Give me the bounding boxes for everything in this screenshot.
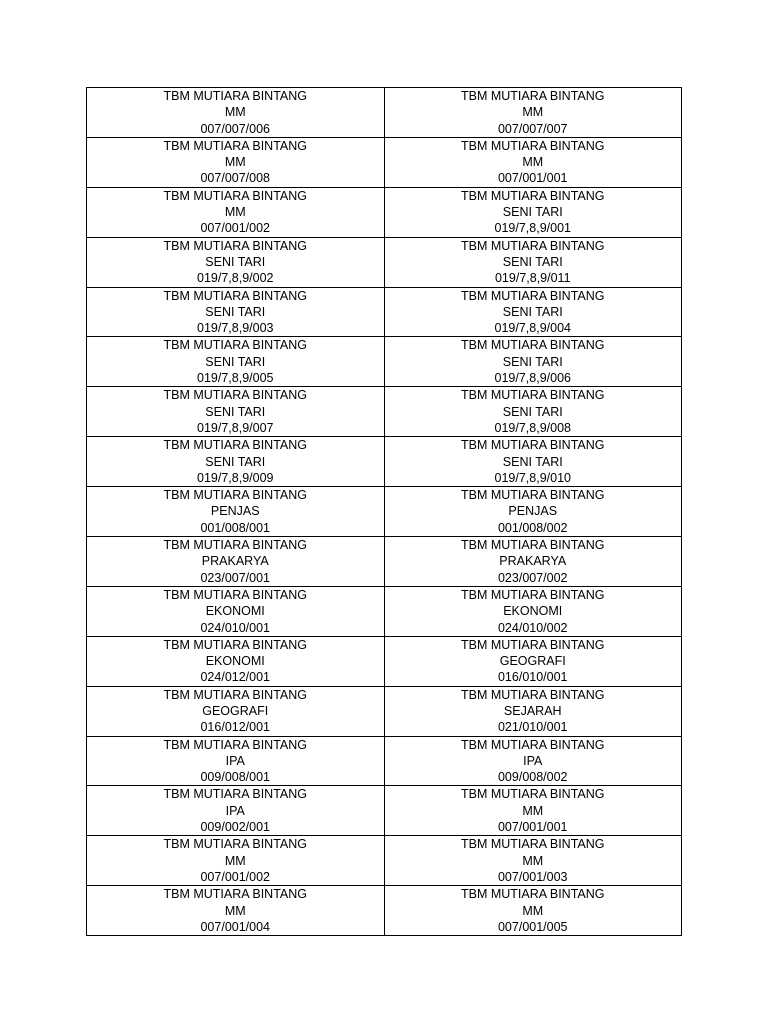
library-name: TBM MUTIARA BINTANG [163, 837, 308, 852]
call-number: 001/008/001 [200, 520, 270, 535]
book-label-cell [384, 686, 682, 736]
call-number: 009/008/001 [200, 770, 270, 785]
call-number: 007/001/001 [497, 820, 568, 835]
book-label-cell [87, 337, 385, 387]
call-number: 016/010/001 [497, 670, 568, 685]
library-name: TBM MUTIARA BINTANG [163, 637, 308, 652]
book-label-cell [384, 337, 682, 387]
library-name: TBM MUTIARA BINTANG [460, 188, 605, 203]
book-label-cell [87, 636, 385, 686]
library-name: TBM MUTIARA BINTANG [163, 188, 308, 203]
label-row [87, 437, 682, 487]
subject-name: SENI TARI [502, 254, 563, 269]
library-name: TBM MUTIARA BINTANG [460, 89, 605, 103]
subject-name: SENI TARI [502, 304, 563, 319]
subject-name: SENI TARI [205, 304, 266, 319]
book-label-cell [87, 786, 385, 836]
label-row [87, 287, 682, 337]
subject-name: MM [522, 105, 544, 120]
call-number: 019/7,8,9/002 [197, 271, 274, 286]
book-label-cell [384, 287, 682, 337]
call-number: 019/7,8,9/006 [494, 371, 571, 386]
call-number: 021/010/001 [497, 720, 568, 735]
library-name: TBM MUTIARA BINTANG [163, 587, 308, 602]
label-row [87, 387, 682, 437]
call-number: 019/7,8,9/003 [197, 321, 274, 336]
library-name: TBM MUTIARA BINTANG [163, 787, 308, 802]
library-name: TBM MUTIARA BINTANG [460, 687, 605, 702]
book-label-table [86, 87, 682, 936]
call-number: 007/001/001 [497, 171, 568, 186]
library-name: TBM MUTIARA BINTANG [163, 737, 308, 752]
book-label-cell [384, 586, 682, 636]
book-label-cell [87, 88, 385, 138]
library-name: TBM MUTIARA BINTANG [460, 388, 605, 403]
book-label-cell [87, 187, 385, 237]
book-label-cell [384, 137, 682, 187]
label-row [87, 886, 682, 936]
book-label-cell [384, 886, 682, 936]
label-row [87, 487, 682, 537]
subject-name: MM [224, 155, 246, 170]
subject-name: MM [224, 903, 246, 918]
library-name: TBM MUTIARA BINTANG [460, 238, 605, 253]
subject-name: SENI TARI [502, 354, 563, 369]
call-number: 019/7,8,9/008 [494, 420, 571, 435]
library-name: TBM MUTIARA BINTANG [163, 338, 308, 353]
subject-name: MM [224, 105, 246, 120]
book-label-cell [384, 786, 682, 836]
book-label-cell [384, 387, 682, 437]
book-label-cell [384, 237, 682, 287]
library-name: TBM MUTIARA BINTANG [163, 887, 308, 902]
library-name: TBM MUTIARA BINTANG [163, 538, 308, 553]
call-number: 024/010/002 [497, 620, 568, 635]
library-name: TBM MUTIARA BINTANG [163, 687, 308, 702]
call-number: 007/001/005 [497, 919, 568, 934]
call-number: 007/001/003 [497, 869, 568, 884]
book-label-cell [87, 686, 385, 736]
call-number: 007/007/006 [200, 121, 270, 136]
book-label-cell [87, 287, 385, 337]
subject-name: SENI TARI [205, 354, 266, 369]
subject-name: IPA [225, 753, 245, 768]
label-row [87, 537, 682, 587]
label-row [87, 88, 682, 138]
label-row [87, 237, 682, 287]
subject-name: EKONOMI [503, 604, 563, 619]
library-name: TBM MUTIARA BINTANG [460, 138, 605, 153]
library-name: TBM MUTIARA BINTANG [460, 488, 605, 503]
call-number: 007/007/007 [497, 121, 568, 136]
call-number: 019/7,8,9/010 [494, 470, 571, 485]
label-row [87, 636, 682, 686]
subject-name: MM [522, 803, 544, 818]
library-name: TBM MUTIARA BINTANG [163, 89, 308, 103]
library-name: TBM MUTIARA BINTANG [163, 238, 308, 253]
book-label-cell [87, 537, 385, 587]
library-name: TBM MUTIARA BINTANG [163, 488, 308, 503]
call-number: 007/007/008 [200, 171, 270, 186]
call-number: 024/012/001 [200, 670, 270, 685]
subject-name: GEOGRAFI [499, 654, 566, 669]
subject-name: EKONOMI [205, 604, 265, 619]
library-name: TBM MUTIARA BINTANG [460, 887, 605, 902]
book-label-cell [87, 387, 385, 437]
library-name: TBM MUTIARA BINTANG [460, 288, 605, 303]
book-label-cell [384, 487, 682, 537]
label-table-body [87, 88, 682, 936]
subject-name: SENI TARI [205, 254, 266, 269]
library-name: TBM MUTIARA BINTANG [460, 438, 605, 453]
library-name: TBM MUTIARA BINTANG [460, 338, 605, 353]
library-name: TBM MUTIARA BINTANG [460, 787, 605, 802]
book-label-cell [384, 636, 682, 686]
subject-name: PENJAS [210, 504, 260, 519]
call-number: 019/7,8,9/007 [197, 420, 274, 435]
library-name: TBM MUTIARA BINTANG [460, 837, 605, 852]
subject-name: GEOGRAFI [202, 703, 269, 718]
subject-name: SENI TARI [205, 454, 266, 469]
call-number: 009/008/002 [497, 770, 568, 785]
subject-name: IPA [225, 803, 245, 818]
call-number: 019/7,8,9/005 [197, 371, 274, 386]
book-label-cell [384, 437, 682, 487]
label-row [87, 137, 682, 187]
label-row [87, 586, 682, 636]
call-number: 019/7,8,9/009 [197, 470, 274, 485]
library-name: TBM MUTIARA BINTANG [163, 288, 308, 303]
subject-name: SENI TARI [502, 404, 563, 419]
label-row [87, 187, 682, 237]
subject-name: MM [224, 853, 246, 868]
book-label-cell [87, 487, 385, 537]
label-row [87, 836, 682, 886]
library-name: TBM MUTIARA BINTANG [460, 737, 605, 752]
subject-name: PENJAS [508, 504, 558, 519]
subject-name: SEJARAH [503, 703, 562, 718]
label-row [87, 786, 682, 836]
book-label-cell [384, 537, 682, 587]
library-name: TBM MUTIARA BINTANG [163, 438, 308, 453]
book-label-cell [87, 586, 385, 636]
book-label-cell [384, 187, 682, 237]
subject-name: MM [522, 903, 544, 918]
book-label-cell [384, 836, 682, 886]
subject-name: PRAKARYA [201, 554, 269, 569]
subject-name: MM [224, 205, 246, 220]
book-label-cell [87, 836, 385, 886]
call-number: 023/007/002 [497, 570, 568, 585]
call-number: 019/7,8,9/004 [494, 321, 571, 336]
book-label-cell [87, 437, 385, 487]
subject-name: MM [522, 155, 544, 170]
library-name: TBM MUTIARA BINTANG [163, 138, 308, 153]
label-row [87, 686, 682, 736]
call-number: 001/008/002 [497, 520, 568, 535]
library-name: TBM MUTIARA BINTANG [163, 388, 308, 403]
call-number: 023/007/001 [200, 570, 270, 585]
call-number: 007/001/004 [200, 919, 270, 934]
subject-name: MM [522, 853, 544, 868]
subject-name: SENI TARI [502, 205, 563, 220]
subject-name: PRAKARYA [499, 554, 567, 569]
book-label-cell [384, 88, 682, 138]
label-row [87, 337, 682, 387]
subject-name: SENI TARI [502, 454, 563, 469]
book-label-cell [87, 237, 385, 287]
library-name: TBM MUTIARA BINTANG [460, 637, 605, 652]
call-number: 019/7,8,9/011 [494, 271, 571, 286]
call-number: 007/001/002 [200, 869, 270, 884]
subject-name: EKONOMI [205, 654, 265, 669]
book-label-cell [87, 886, 385, 936]
label-row [87, 736, 682, 786]
subject-name: IPA [523, 753, 543, 768]
call-number: 019/7,8,9/001 [494, 221, 571, 236]
book-label-cell [87, 736, 385, 786]
subject-name: SENI TARI [205, 404, 266, 419]
call-number: 024/010/001 [200, 620, 270, 635]
book-label-cell [87, 137, 385, 187]
library-name: TBM MUTIARA BINTANG [460, 587, 605, 602]
call-number: 009/002/001 [200, 820, 270, 835]
library-name: TBM MUTIARA BINTANG [460, 538, 605, 553]
call-number: 007/001/002 [200, 221, 270, 236]
call-number: 016/012/001 [200, 720, 270, 735]
book-label-cell [384, 736, 682, 786]
